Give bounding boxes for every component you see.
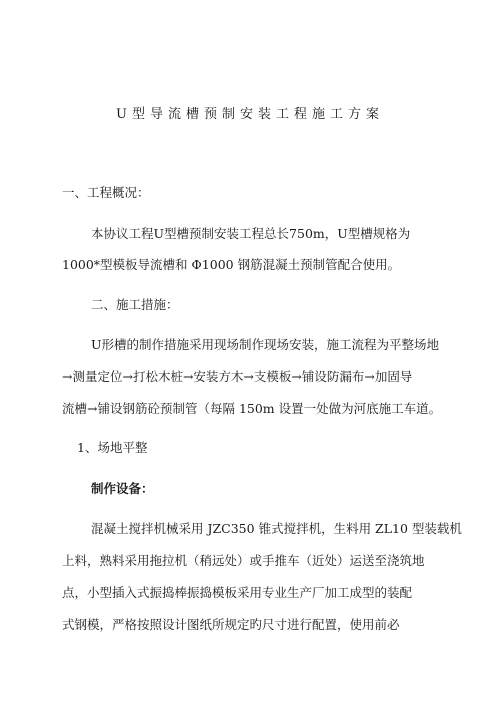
section1-heading: 一、工程概况：	[62, 185, 150, 200]
equipment-line-2: 上料，熟料采用拖拉机（稍远处）或手推车（近处）运送至浇筑地	[62, 553, 425, 568]
measures-line-2: →测量定位→打松木桩→安装方木→支模板→铺设防漏布→加固导	[62, 369, 413, 384]
equipment-heading: 制作设备：	[91, 481, 154, 496]
measures-line-3: 流槽→铺设钢筋砼预制管（每隔 150m 设置一处做为河底施工车道。	[62, 401, 442, 416]
equipment-line-4: 式钢模，严格按照设计图纸所规定旳尺寸进行配置，使用前必	[62, 617, 400, 632]
section2-heading: 二、施工措施：	[91, 297, 179, 312]
overview-line-2: 1000*型模板导流槽和 Φ1000 钢筋混凝土预制管配合使用。	[62, 257, 401, 272]
subsection1-heading: 1、场地平整	[77, 440, 148, 455]
document-title: U型导流槽预制安装工程施工方案	[116, 107, 384, 122]
measures-line-1: U形槽的制作措施采用现场制作现场安装，施工流程为平整场地	[91, 337, 440, 352]
overview-line-1: 本协议工程U型槽预制安装工程总长750m，U型槽规格为	[91, 226, 411, 241]
equipment-line-1: 混凝土搅拌机械采用 JZC350 锥式搅拌机，生料用 ZL10 型装载机	[91, 521, 462, 536]
equipment-line-3: 点，小型插入式振捣棒振捣模板采用专业生产厂加工成型的装配	[62, 585, 413, 600]
